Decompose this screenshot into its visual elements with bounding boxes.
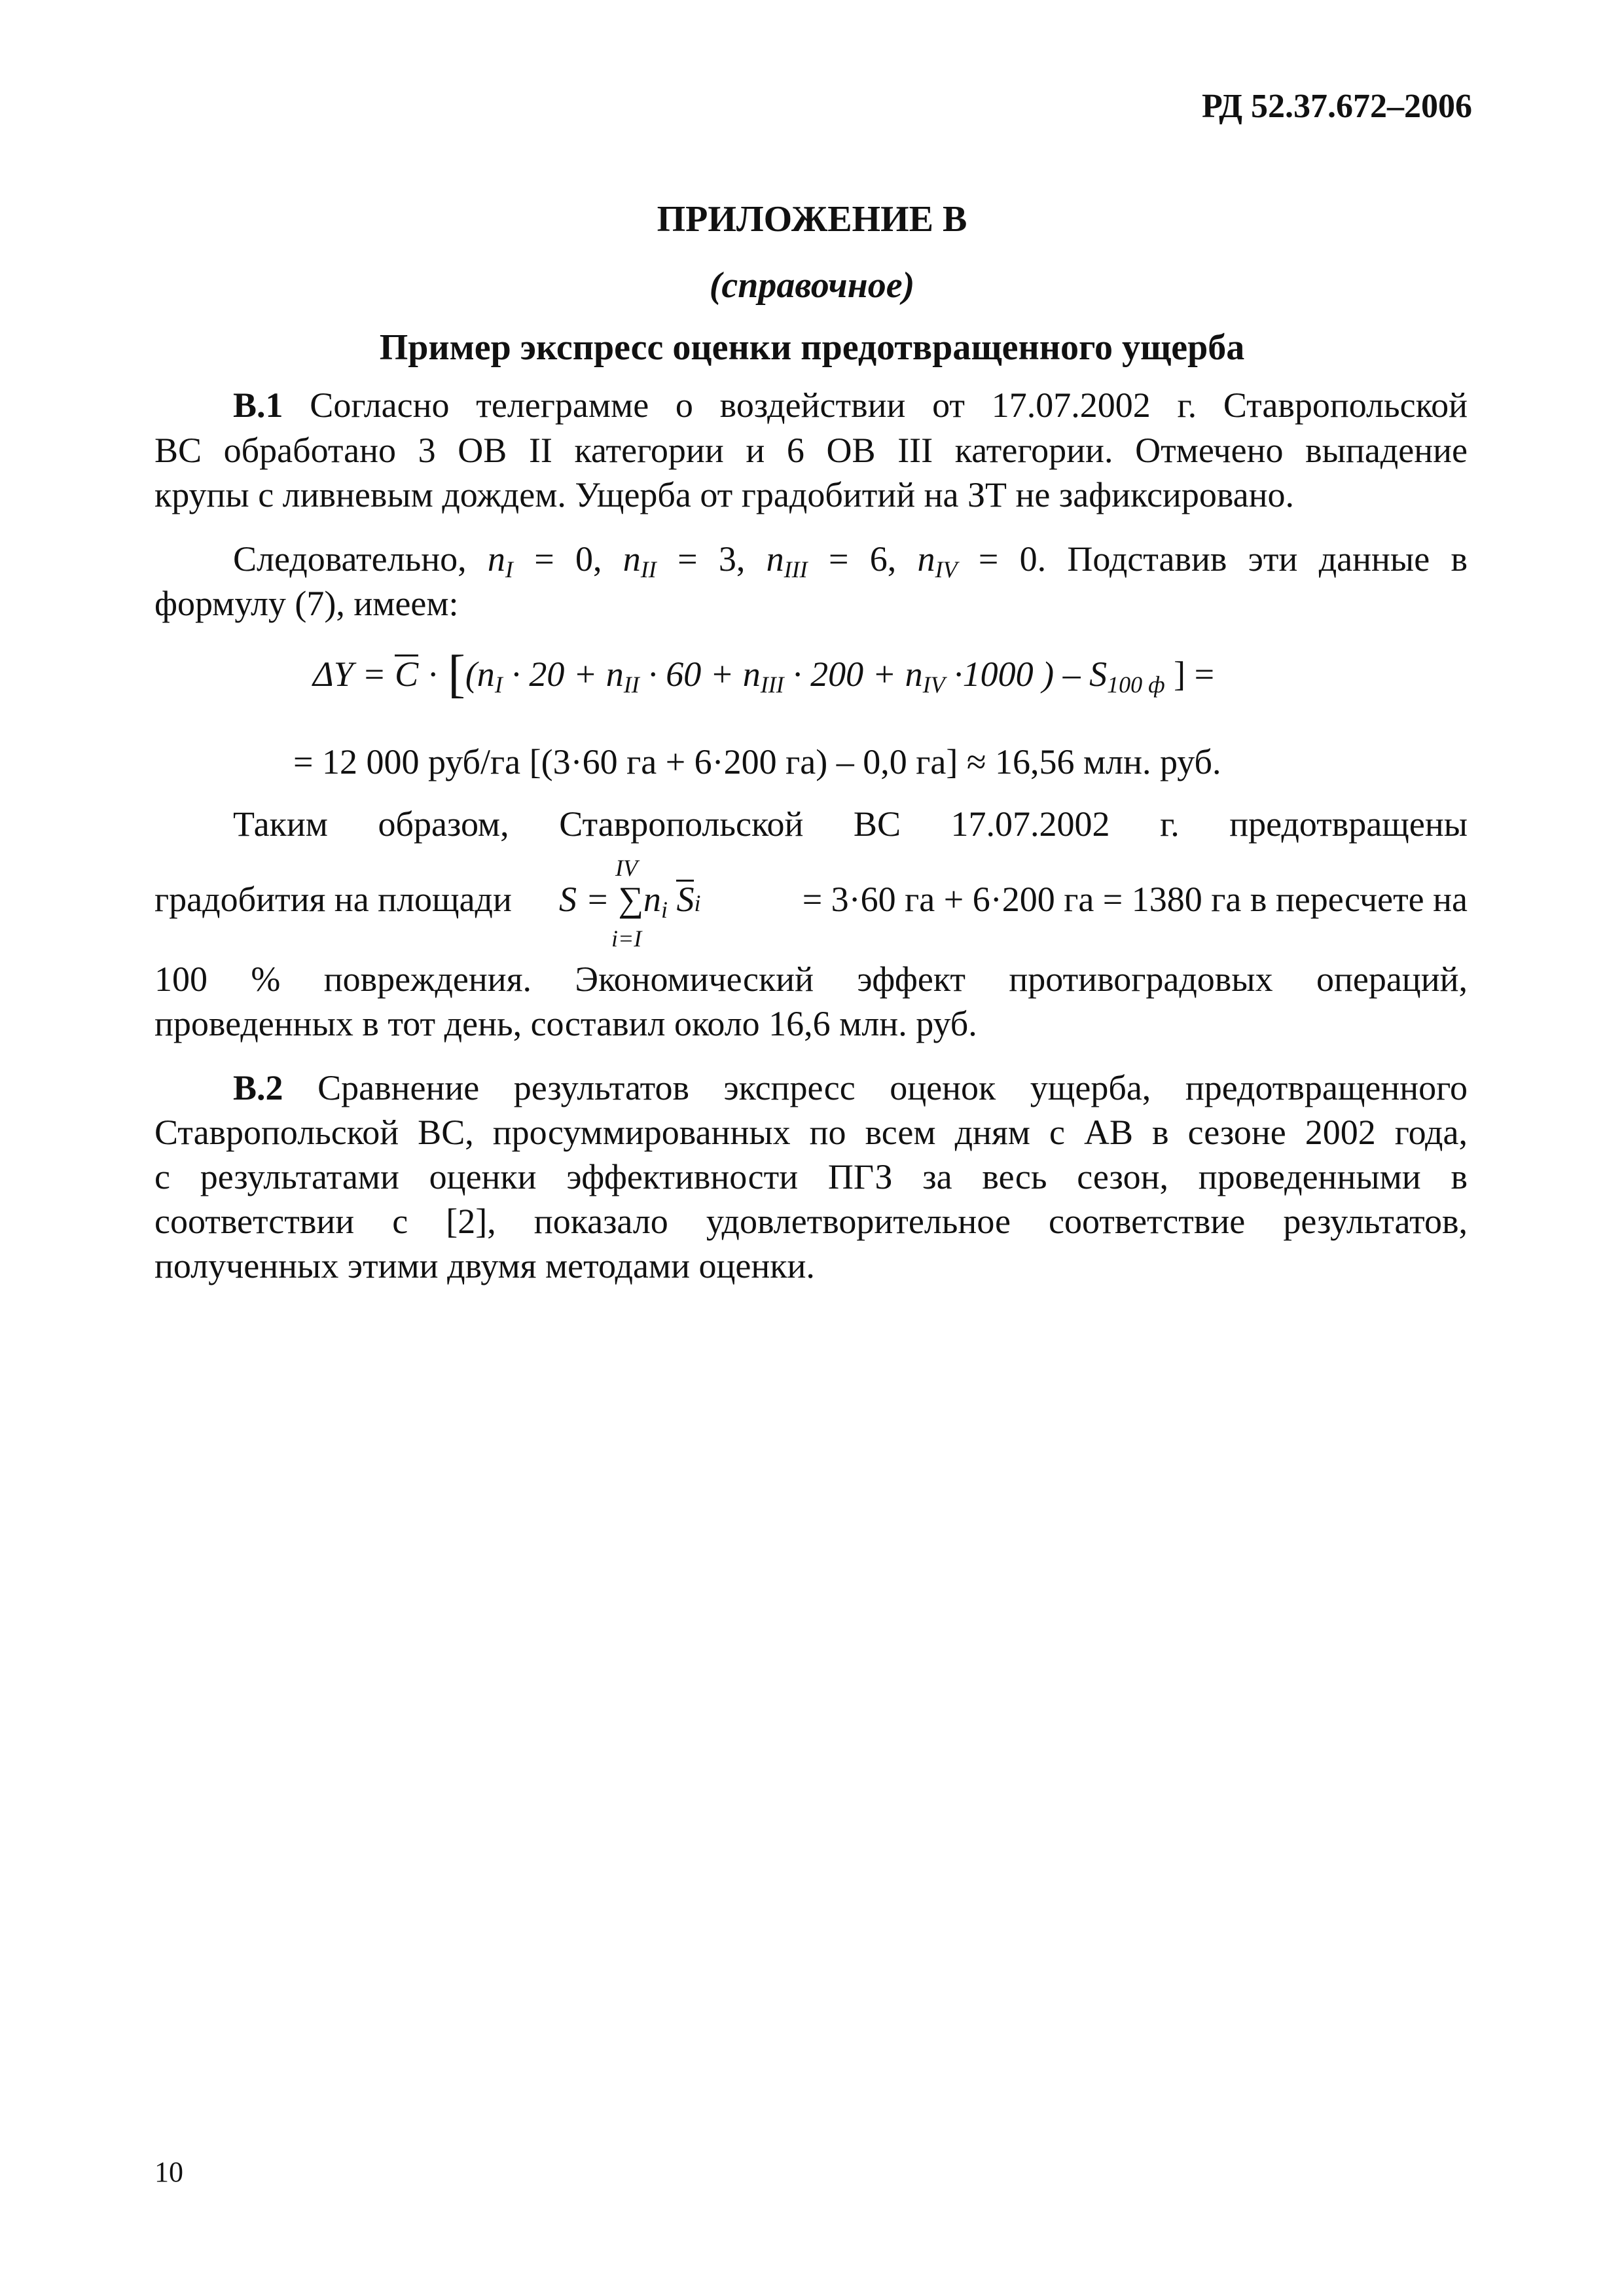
formula-sub1: I xyxy=(494,672,503,698)
sum-upper-limit: IV xyxy=(615,855,638,881)
formula-part1: (n xyxy=(465,655,495,694)
sub-II: II xyxy=(640,556,657,583)
para3-line2-end: = 3·60 га + 6·200 га = 1380 га в пересчете на xyxy=(802,880,1468,919)
formula-sub3: III xyxy=(760,672,784,698)
formula-sub2: II xyxy=(623,672,640,698)
section2-text1: Сравнение результатов экспресс оценок ущерба, предотвращенного xyxy=(317,1068,1468,1107)
section1-line3: крупы с ливневым дождем. Ущерба от градобитий на ЗТ не зафиксировано. xyxy=(154,475,1294,514)
section2-line5: полученных этими двумя методами оценки. xyxy=(154,1246,815,1285)
section1-text1: Согласно телеграмме о воздействии от 17.07.2002 г. Ставропольской xyxy=(310,386,1468,425)
var-n: n xyxy=(917,539,935,579)
section2-line4: соответствии с [2], показало удовлетворительное соответствие результатов, xyxy=(154,1202,1468,1241)
var-n: n xyxy=(766,539,784,579)
para2-text: Следовательно, xyxy=(233,539,467,579)
para3-line4: проведенных в тот день, составил около 16,6 млн. руб. xyxy=(154,1004,977,1043)
var-n: n xyxy=(623,539,641,579)
formula-lhs: ΔY = xyxy=(313,655,395,694)
var-n: n xyxy=(487,539,505,579)
formula-term1: · 20 + n xyxy=(511,655,624,694)
para2-eq2: = 3, xyxy=(677,539,746,579)
formula-term4: ·1000 ) – S xyxy=(954,655,1108,694)
para3-line2 xyxy=(154,851,1468,952)
appendix-name: Пример экспресс оценки предотвращенного ущерба xyxy=(379,327,1245,368)
formula-sub4: IV xyxy=(922,672,945,698)
sum-expr: S = ∑n xyxy=(559,880,661,919)
formula-sub5: 100 ф xyxy=(1107,672,1165,698)
para2-eq4: = 0. Подставив эти данные в xyxy=(978,539,1468,579)
para3-line1: Таким образом, Ставропольской ВС 17.07.2002 г. предотвращены xyxy=(233,804,1468,844)
sum-sub: i xyxy=(660,897,668,923)
appendix-title: ПРИЛОЖЕНИЕ В xyxy=(657,199,967,240)
para3-line2-start: градобития на площади xyxy=(154,880,512,919)
sub-III: III xyxy=(784,556,808,583)
section2-line2: Ставропольской ВС, просуммированных по всем дням с АВ в сезоне 2002 года, xyxy=(154,1113,1468,1152)
para2-line2: формулу (7), имеем: xyxy=(154,584,459,623)
formula-c-mean: C xyxy=(395,655,419,694)
page-number: 10 xyxy=(154,2156,183,2188)
sum-s-sub: i xyxy=(694,890,701,916)
appendix-type: (справочное) xyxy=(709,265,915,306)
document-code: РД 52.37.672–2006 xyxy=(1202,88,1472,125)
formula-term3: · 200 + n xyxy=(793,655,923,694)
formula-end: ] = xyxy=(1174,655,1215,694)
para3-line3: 100 % повреждения. Экономический эффект противоградовых операций, xyxy=(154,960,1468,999)
formula-delta-y xyxy=(313,645,1214,704)
para2-eq1: = 0, xyxy=(534,539,602,579)
section1-label: В.1 xyxy=(233,386,283,425)
sum-s-mean: S xyxy=(676,880,695,919)
section2-line1 xyxy=(154,1066,1468,1110)
formula-dot: · xyxy=(427,655,439,694)
formula-result: = 12 000 руб/га [(3·60 га + 6·200 га) – 0,0 га] ≈ 16,56 млн. руб. xyxy=(293,742,1221,781)
sub-IV: IV xyxy=(935,556,958,583)
open-bracket-icon: [ xyxy=(448,645,465,703)
sub-I: I xyxy=(505,556,513,583)
formula-term2: · 60 + n xyxy=(648,655,761,694)
section2-label: В.2 xyxy=(233,1068,283,1107)
section1-line2: ВС обработано 3 ОВ II категории и 6 ОВ III категории. Отмечено выпадение xyxy=(154,431,1468,470)
section2-line3: с результатами оценки эффективности ПГЗ за весь сезон, проведенными в xyxy=(154,1157,1468,1196)
para2-eq3: = 6, xyxy=(828,539,897,579)
section1-line1 xyxy=(154,383,1468,427)
sum-lower-limit: i=I xyxy=(611,925,642,952)
